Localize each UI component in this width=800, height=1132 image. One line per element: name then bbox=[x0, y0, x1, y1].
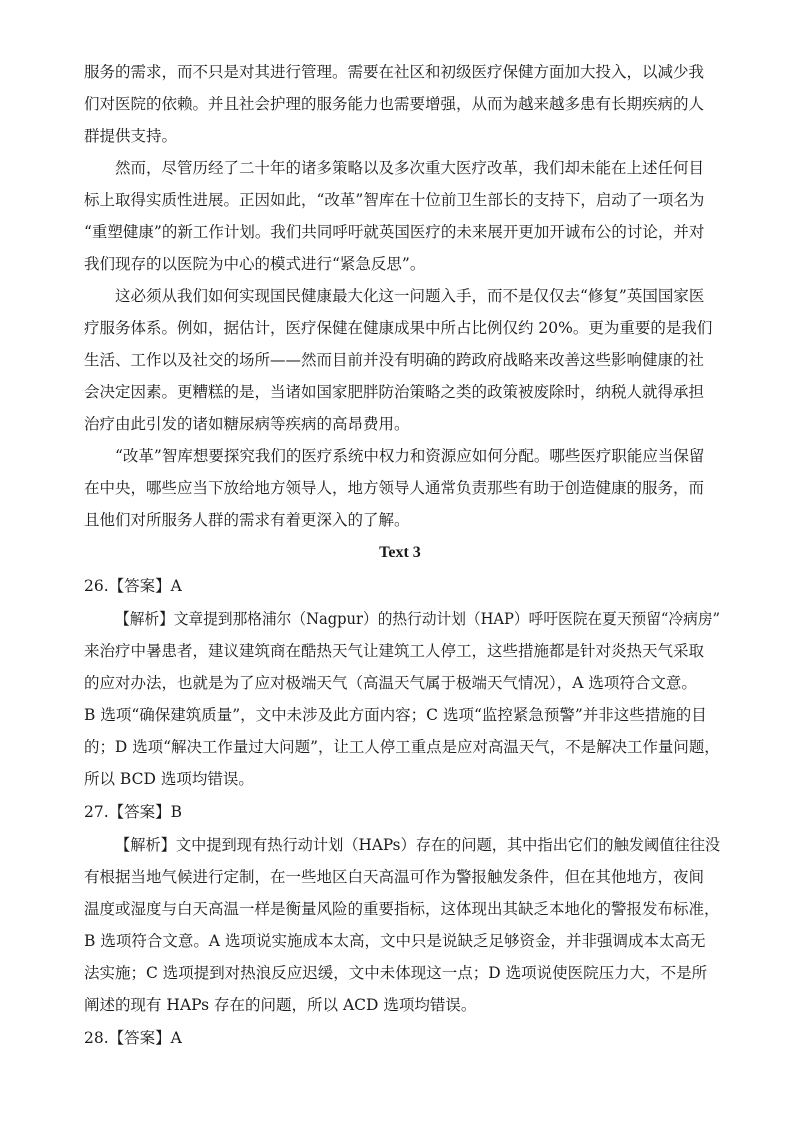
analysis-line: 有根据当地气候进行定制，在一些地区白天高温可作为警报触发条件，但在其他地方，夜间 bbox=[84, 868, 705, 886]
answer-line-28: 28.【答案】A bbox=[84, 1029, 182, 1047]
section-title: Text 3 bbox=[379, 544, 421, 561]
paragraph-line: “重塑健康”的新工作计划。我们共同呼吁就英国医疗的未来展开更加开诚布公的讨论，并对 bbox=[84, 223, 705, 241]
paragraph-line: 服务的需求，而不只是对其进行管理。需要在社区和初级医疗保健方面加大投入，以减少我 bbox=[84, 63, 705, 81]
analysis-line: 【解析】文中提到现有热行动计划（HAPs）存在的问题，其中指出它们的触发阈值往往没 bbox=[115, 836, 721, 854]
analysis-line: B 选项符合文意。A 选项说实施成本太高，文中只是说缺乏足够资金，并非强调成本太高无 bbox=[84, 932, 706, 950]
paragraph-line: 在中央，哪些应当下放给地方领导人，地方领导人通常负责那些有助于创造健康的服务，而 bbox=[84, 479, 705, 497]
analysis-line: 温度或湿度与白天高温一样是衡量风险的重要指标，这体现出其缺乏本地化的警报发布标准， bbox=[84, 900, 720, 918]
analysis-line: 所以 BCD 选项均错误。 bbox=[84, 770, 254, 788]
paragraph-line: 标上取得实质性进展。正因如此，“改革”智库在十位前卫生部长的支持下，启动了一项名为 bbox=[84, 191, 705, 209]
answer-line-27: 27.【答案】B bbox=[84, 803, 183, 821]
paragraph-line: 们对医院的依赖。并且社会护理的服务能力也需要增强，从而为越来越多患有长期疾病的人 bbox=[84, 95, 705, 113]
paragraph-line: 会决定因素。更糟糕的是，当诸如国家肥胖防治策略之类的政策被废除时，纳税人就得承担 bbox=[84, 383, 705, 401]
paragraph-line: 群提供支持。 bbox=[84, 127, 178, 145]
analysis-line: 阐述的现有 HAPs 存在的问题，所以 ACD 选项均错误。 bbox=[84, 996, 477, 1014]
paragraph-line: 这必须从我们如何实现国民健康最大化这一问题入手，而不是仅仅去“修复”英国国家医 bbox=[115, 287, 705, 305]
analysis-line: 法实施；C 选项提到对热浪反应迟缓，文中未体现这一点；D 选项说使医院压力大，不是所 bbox=[84, 964, 708, 982]
analysis-line: 来治疗中暑患者，建议建筑商在酷热天气让建筑工人停工，这些措施都是针对炎热天气采取 bbox=[84, 642, 705, 660]
analysis-line: 的应对办法，也就是为了应对极端天气（高温天气属于极端天气情况），A 选项符合文意。 bbox=[84, 674, 697, 692]
paragraph-line: 我们现存的以医院为中心的模式进行“紧急反思”。 bbox=[84, 255, 426, 273]
paragraph-line: 疗服务体系。例如，据估计，医疗保健在健康成果中所占比例仅约 20%。更为重要的是我们 bbox=[84, 319, 713, 337]
paragraph-line: 然而，尽管历经了二十年的诸多策略以及多次重大医疗改革，我们却未能在上述任何目 bbox=[115, 159, 705, 177]
paragraph-line: 生活、工作以及社交的场所——然而目前并没有明确的跨政府战略来改善这些影响健康的社 bbox=[84, 351, 705, 369]
paragraph-line: 且他们对所服务人群的需求有着更深入的了解。 bbox=[84, 511, 410, 529]
answer-line-26: 26.【答案】A bbox=[84, 577, 182, 595]
analysis-line: 【解析】文章提到那格浦尔（Nagpur）的热行动计划（HAP）呼吁医院在夏天预留“冷病房” bbox=[115, 610, 721, 628]
paragraph-line: “改革”智库想要探究我们的医疗系统中权力和资源应如何分配。哪些医疗职能应当保留 bbox=[115, 447, 705, 465]
analysis-line: B 选项“确保建筑质量”，文中未涉及此方面内容；C 选项“监控紧急预警”并非这些措施的目 bbox=[84, 706, 707, 724]
analysis-line: 的；D 选项“解决工作量过大问题”，让工人停工重点是应对高温天气，不是解决工作量问题， bbox=[84, 738, 720, 756]
paragraph-line: 治疗由此引发的诸如糖尿病等疾病的高昂费用。 bbox=[84, 415, 410, 433]
